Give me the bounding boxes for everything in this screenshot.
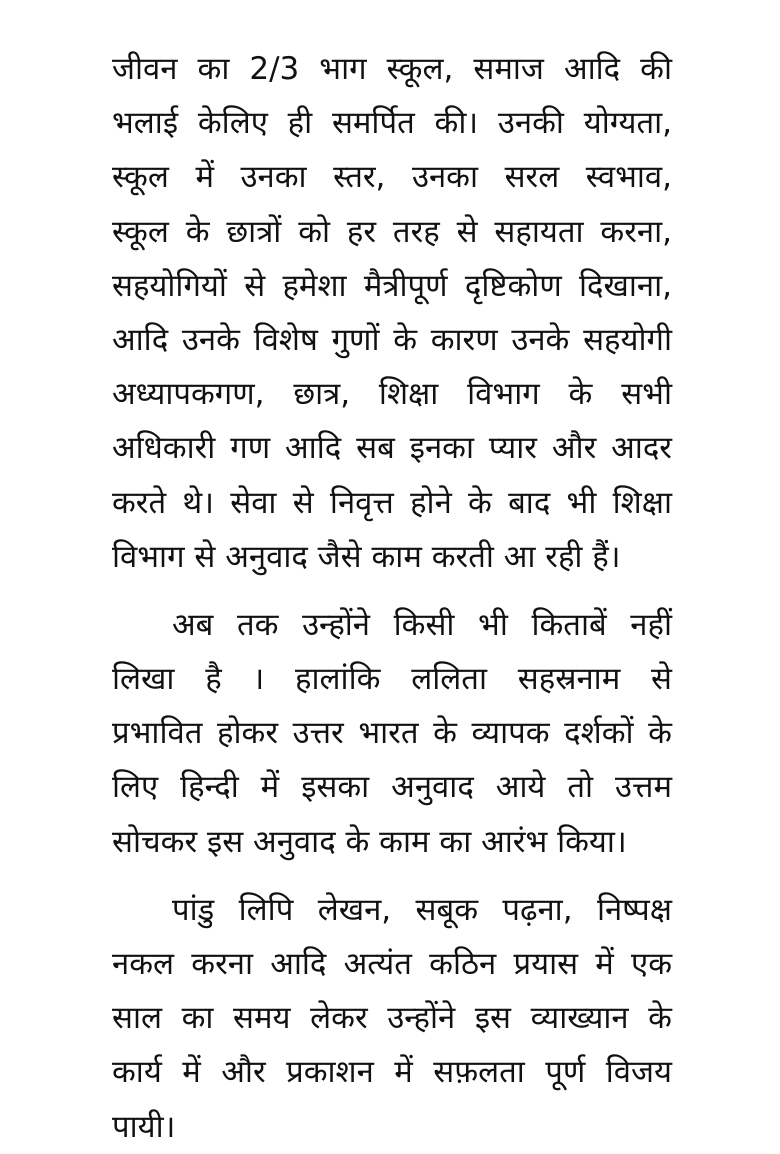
text-line: आदि उनके विशेष गुणों के कारण उनके सहयोगी <box>112 321 672 358</box>
text-line: अध्यापकगण, छात्र, शिक्षा विभाग के सभी <box>112 376 672 413</box>
text-line: लिए हिन्दी में इसका अनुवाद आये तो उत्तम <box>112 769 672 806</box>
text-line: अब तक उन्होंने किसी भी किताबें नहीं <box>172 606 672 643</box>
text-line: स्कूल में उनका स्तर, उनका सरल स्वभाव, <box>112 159 672 196</box>
text-line: विभाग से अनुवाद जैसे काम करती आ रही हैं। <box>112 538 621 575</box>
paragraph-2 <box>112 598 672 869</box>
text-line: जीवन का 2/3 भाग स्कूल, समाज आदि की <box>112 51 672 87</box>
paragraph-3 <box>112 883 672 1154</box>
text-line: करते थे। सेवा से निवृत्त होने के बाद भी शिक्षा <box>112 484 672 521</box>
text-line: सहयोगियों से हमेशा मैत्रीपूर्ण दृष्टिकोण दिखाना, <box>112 267 672 304</box>
text-line: नकल करना आदि अत्यंत कठिन प्रयास में एक <box>112 946 672 982</box>
text-line: अधिकारी गण आदि सब इनका प्यार और आदर <box>112 430 672 467</box>
text-line: प्रभावित होकर उत्तर भारत के व्यापक दर्शकों के <box>112 715 672 752</box>
text-line: सोचकर इस अनुवाद के काम का आरंभ किया। <box>112 823 627 860</box>
text-line: पायी। <box>112 1108 176 1145</box>
text-line: कार्य में और प्रकाशन में सफ़लता पूर्ण विजय <box>112 1054 672 1091</box>
text-line: पांडु लिपि लेखन, सबूक पढ़ना, निष्पक्ष <box>172 891 672 928</box>
text-line: लिखा है । हालांकि ललिता सहस्रनाम से <box>112 661 672 698</box>
text-line: स्कूल के छात्रों को हर तरह से सहायता करना, <box>112 213 672 250</box>
text-line: साल का समय लेकर उन्होंने इस व्याख्यान के <box>112 1000 672 1037</box>
paragraph-1 <box>112 42 672 584</box>
text-line: भलाई केलिए ही समर्पित की। उनकी योग्यता, <box>112 105 672 142</box>
document-page <box>112 42 672 1154</box>
